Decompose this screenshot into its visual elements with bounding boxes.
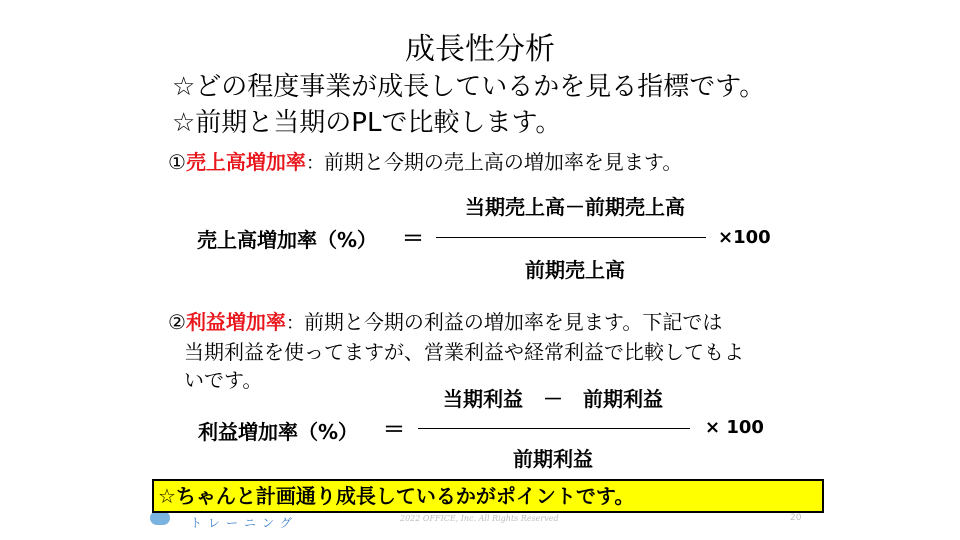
- formula2-multiplier: × 100: [705, 417, 764, 438]
- item-description-line3: いです。: [184, 368, 263, 392]
- item-key-term: 利益増加率: [185, 310, 286, 334]
- formula2-fraction-bar: [418, 428, 690, 429]
- key-point-callout: ☆ちゃんと計画通り成長しているかがポイントです。: [152, 479, 824, 513]
- item-separator: ：: [305, 153, 324, 174]
- bullet-1: ☆どの程度事業が成長しているかを見る指標です。: [172, 72, 766, 102]
- item-number: ②: [168, 310, 186, 334]
- item-number: ①: [168, 150, 186, 174]
- logo-icon: [150, 511, 170, 525]
- formula1-numerator: 当期売上高－前期売上高: [465, 195, 685, 219]
- slide-title: 成長性分析: [405, 32, 555, 67]
- formula1-denominator: 前期売上高: [525, 258, 625, 282]
- formula2-numerator: 当期利益 － 前期利益: [443, 387, 663, 411]
- formula2-denominator: 前期利益: [513, 447, 593, 471]
- item-separator: ：: [285, 313, 304, 334]
- logo-text: トレーニング: [190, 516, 298, 530]
- formula1-lhs: 売上高増加率（%）: [197, 228, 378, 252]
- copyright-notice: 2022 OFFICE, Inc. All Rights Reserved: [400, 514, 559, 523]
- formula2-lhs: 利益増加率（%）: [198, 420, 359, 444]
- bullet-2: ☆前期と当期のPLで比較します。: [172, 108, 562, 138]
- formula2-equals: ＝: [383, 418, 406, 443]
- item-key-term: 売上高増加率: [185, 150, 306, 174]
- item-description: 前期と今期の売上高の増加率を見ます。: [323, 150, 683, 174]
- formula1-multiplier: ×100: [718, 227, 771, 248]
- item-description: 前期と今期の利益の増加率を見ます。下記では: [303, 310, 723, 334]
- item-description-line2: 当期利益を使ってますが、営業利益や経常利益で比較してもよ: [184, 340, 744, 364]
- formula1-fraction-bar: [436, 237, 706, 238]
- item-sales-growth: [168, 146, 682, 175]
- formula1-equals: ＝: [402, 227, 425, 252]
- page-number: 20: [790, 513, 802, 523]
- item-profit-growth: [168, 308, 722, 338]
